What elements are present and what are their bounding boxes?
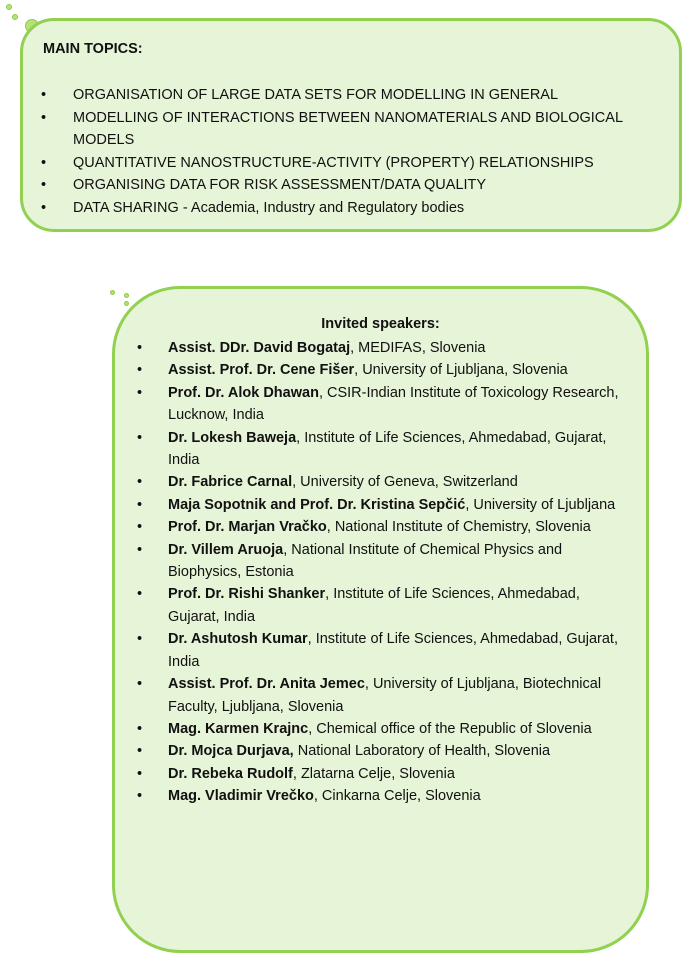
speaker-name: Dr. Mojca Durjava,: [168, 743, 294, 760]
main-topics-list: [41, 84, 667, 219]
speaker-name: Prof. Dr. Alok Dhawan: [168, 384, 319, 401]
speaker-name: Dr. Villem Aruoja: [168, 541, 284, 558]
decorative-bubble: [110, 290, 115, 295]
speaker-item: [135, 427, 620, 472]
speaker-affiliation: National Laboratory of Health, Slovenia: [293, 743, 551, 760]
topic-item: • QUANTITATIVE NANOSTRUCTURE-ACTIVITY (PROPERTY) RELATIONSHIPS: [41, 152, 667, 175]
speaker-item: [135, 785, 620, 807]
speaker-affiliation: , Institute of Life Sciences, Ahmedabad, Gujarat, India: [168, 429, 607, 469]
speaker-affiliation: , University of Ljubljana: [465, 496, 616, 513]
speaker-affiliation: , University of Ljubljana, Slovenia: [354, 362, 568, 379]
speaker-item: [135, 359, 620, 381]
speaker-item: [135, 494, 620, 516]
invited-speakers-heading: Invited speakers:: [321, 316, 440, 332]
speaker-name: Mag. Karmen Krajnc: [168, 720, 309, 737]
speaker-item: [135, 583, 620, 628]
speaker-item: [135, 718, 620, 740]
speaker-affiliation: , Cinkarna Celje, Slovenia: [313, 788, 481, 805]
speaker-item: [135, 628, 620, 673]
decorative-bubble: [124, 293, 129, 298]
speaker-affiliation: , National Institute of Chemical Physics and Biophysics, Estonia: [168, 541, 563, 581]
speaker-affiliation: , Zlatarna Celje, Slovenia: [292, 765, 455, 782]
speaker-name: Prof. Dr. Rishi Shanker: [168, 586, 326, 603]
speaker-name: Assist. DDr. David Bogataj: [168, 340, 351, 356]
topic-item: • MODELLING OF INTERACTIONS BETWEEN NANOMATERIALS AND BIOLOGICAL MODELS: [41, 107, 667, 152]
topic-item: • ORGANISATION OF LARGE DATA SETS FOR MODELLING IN GENERAL: [41, 84, 667, 107]
speaker-name: Assist. Prof. Dr. Cene Fišer: [168, 362, 355, 379]
topic-item: • DATA SHARING - Academia, Industry and Regulatory bodies: [41, 197, 667, 220]
speaker-name: Assist. Prof. Dr. Anita Jemec: [168, 676, 365, 693]
speaker-name: Dr. Fabrice Carnal: [168, 474, 293, 491]
speaker-affiliation: , Chemical office of the Republic of Slovenia: [308, 720, 592, 737]
invited-speakers-list: [135, 337, 620, 808]
speaker-item: [135, 382, 620, 427]
speaker-name: Maja Sopotnik and Prof. Dr. Kristina Sepčić: [168, 496, 466, 513]
decorative-bubble: [124, 301, 129, 306]
speaker-name: Prof. Dr. Marjan Vračko: [168, 519, 327, 536]
speaker-item: [135, 516, 620, 538]
speaker-name: Dr. Rebeka Rudolf: [168, 765, 293, 782]
main-topics-heading: MAIN TOPICS:: [43, 41, 143, 57]
topic-item: • ORGANISING DATA FOR RISK ASSESSMENT/DATA QUALITY: [41, 174, 667, 197]
speaker-affiliation: , University of Geneva, Switzerland: [292, 474, 518, 491]
speaker-item: [135, 740, 620, 762]
speaker-affiliation: , MEDIFAS, Slovenia: [350, 340, 486, 356]
speaker-item: [135, 471, 620, 493]
main-topics-box: [20, 18, 682, 232]
speaker-item: [135, 337, 620, 359]
speaker-item: [135, 673, 620, 718]
speaker-affiliation: , University of Ljubljana, Biotechnical Faculty, Ljubljana, Slovenia: [168, 676, 602, 715]
speaker-name: Mag. Vladimir Vrečko: [168, 788, 314, 805]
speaker-affiliation: , National Institute of Chemistry, Slovenia: [326, 519, 591, 536]
speaker-name: Dr. Ashutosh Kumar: [168, 631, 308, 648]
invited-speakers-box: [112, 286, 649, 953]
speaker-affiliation: , Institute of Life Sciences, Ahmedabad, Gujarat, India: [168, 586, 580, 625]
speaker-item: [135, 539, 620, 584]
speaker-affiliation: , CSIR-Indian Institute of Toxicology Research, Lucknow, India: [168, 384, 619, 424]
speaker-name: Dr. Lokesh Baweja: [168, 429, 297, 446]
speaker-item: [135, 763, 620, 785]
speaker-affiliation: , Institute of Life Sciences, Ahmedabad, Gujarat, India: [168, 631, 618, 670]
decorative-bubble: [6, 4, 12, 10]
decorative-bubble: [12, 14, 18, 20]
